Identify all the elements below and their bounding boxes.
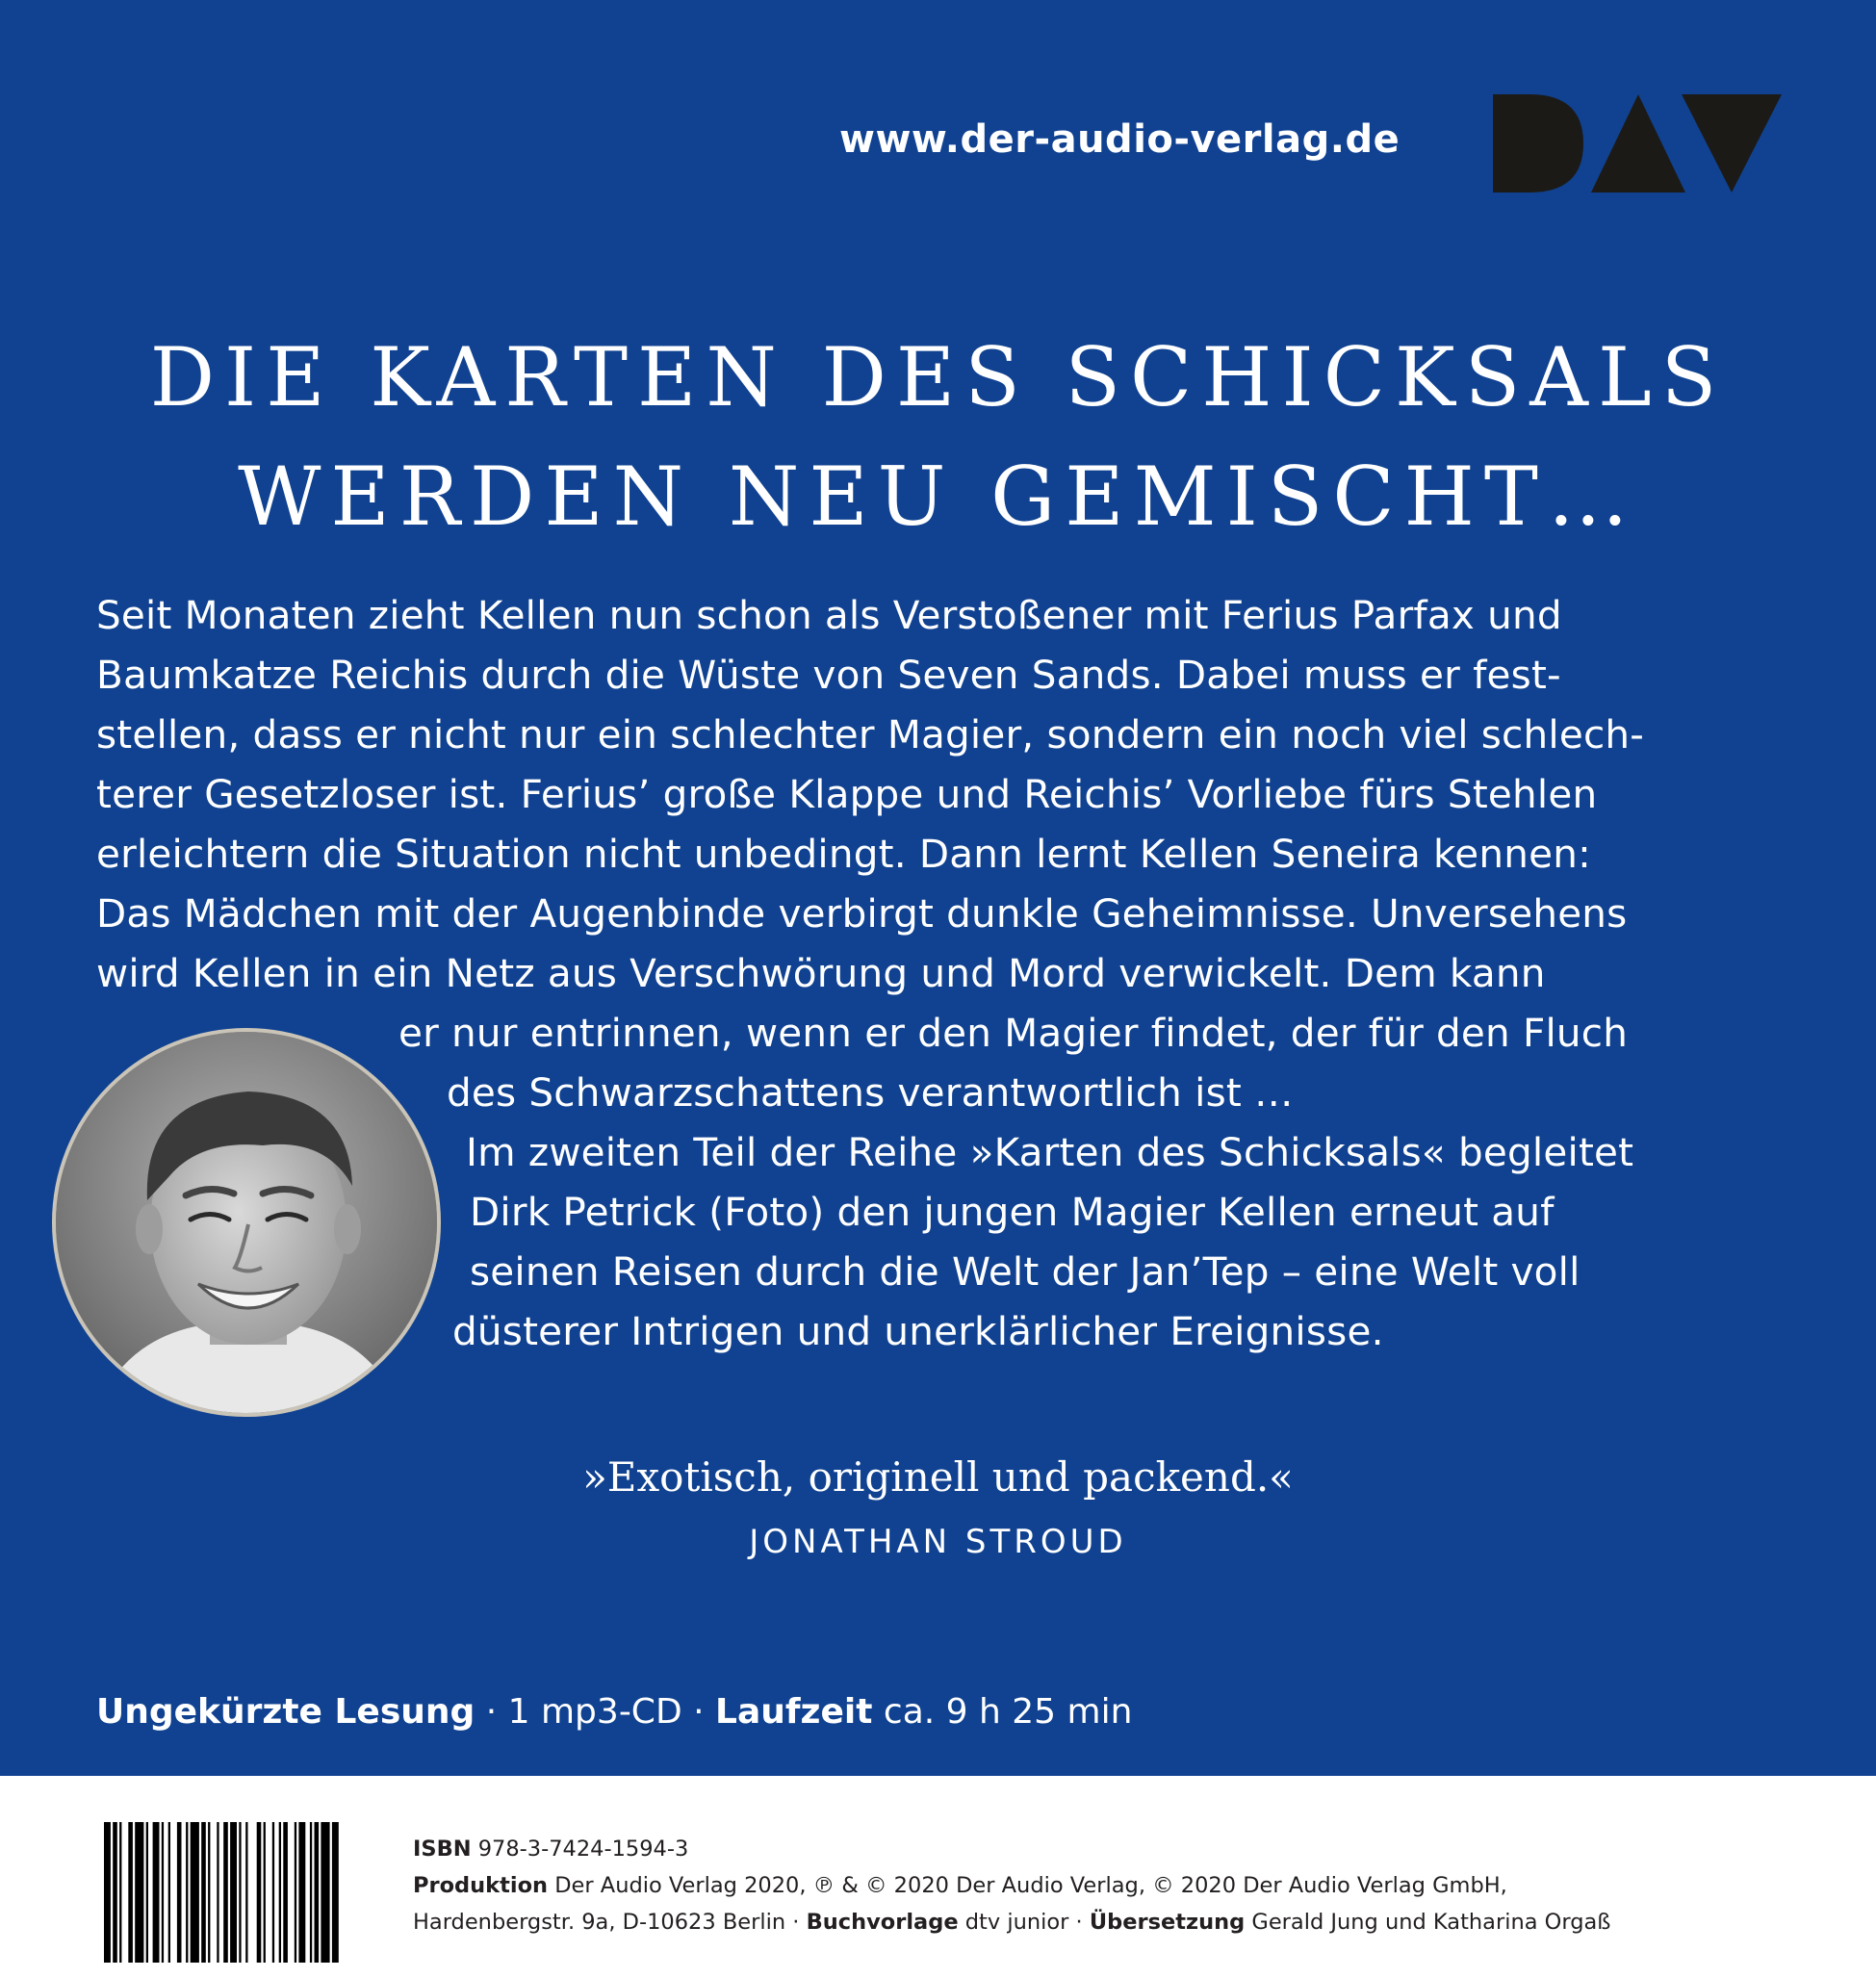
body-line: des Schwarzschattens verantwortlich ist … [447,1069,1294,1116]
specs-runtime-value: ca. 9 h 25 min [872,1692,1133,1732]
barcode-bar [201,1822,206,1963]
barcode-bar [186,1822,188,1963]
specs-separator: · [475,1692,508,1732]
barcode [104,1822,372,1963]
body-line: Das Mädchen mit der Augenbinde verbirgt dunkle Geheimnisse. Unversehens [96,890,1628,937]
barcode-bar [332,1822,339,1963]
barcode-bar [146,1822,148,1963]
isbn-label: ISBN [413,1837,472,1862]
barcode-bar [315,1822,320,1963]
barcode-bar [208,1822,210,1963]
uebersetzung-value: Gerald Jung und Katharina Orgaß [1245,1910,1611,1935]
barcode-bar [191,1822,199,1963]
address: Hardenbergstr. 9a, D-10623 Berlin [413,1910,786,1935]
specs-separator: · [681,1692,716,1732]
barcode-bar [298,1822,305,1963]
barcode-bar [223,1822,228,1963]
narrator-photo [52,1028,441,1417]
barcode-bar [104,1822,111,1963]
uebersetzung-label: Übersetzung [1089,1910,1246,1935]
specs-runtime-label: Laufzeit [715,1692,873,1732]
barcode-bar [217,1822,218,1963]
headline-line-2: WERDEN NEU GEMISCHT… [238,450,1638,544]
barcode-bar [239,1822,241,1963]
barcode-bar [310,1822,312,1963]
body-line: Im zweiten Teil der Reihe »Karten des Schicksals« begleitet [466,1129,1634,1175]
specs-media: 1 mp3-CD [507,1692,682,1732]
barcode-bar [177,1822,182,1963]
buchvorlage-label: Buchvorlage [806,1910,959,1935]
barcode-bar [119,1822,121,1963]
barcode-bar [128,1822,133,1963]
product-specs [96,1692,1132,1732]
barcode-bar [168,1822,170,1963]
production-label: Produktion [413,1873,549,1898]
barcode-bar [135,1822,143,1963]
body-line: Baumkatze Reichis durch die Wüste von Seven Sands. Dabei muss er fest- [96,652,1561,698]
barcode-bar [113,1822,117,1963]
barcode-bar [162,1822,164,1963]
legal-info [413,1831,1610,1940]
credits-line [413,1904,1610,1940]
production-value: Der Audio Verlag 2020, ℗ & © 2020 Der Audio Verlag, © 2020 Der Audio Verlag GmbH, [548,1873,1507,1898]
body-line: Seit Monaten zieht Kellen nun schon als Verstoßener mit Ferius Parfax und [96,592,1562,638]
publisher-url[interactable]: www.der-audio-verlag.de [839,117,1401,162]
body-line: seinen Reisen durch die Welt der Jan’Tep – eine Welt voll [470,1248,1580,1295]
body-line: wird Kellen in ein Netz aus Verschwörung und Mord verwickelt. Dem kann [96,950,1546,996]
credits-separator: · [1068,1910,1090,1935]
quote-author: JONATHAN STROUD [749,1523,1127,1561]
credits-separator: · [785,1910,807,1935]
barcode-bar [321,1822,329,1963]
headline [0,318,1876,556]
barcode-bar [245,1822,247,1963]
body-line: terer Gesetzloser ist. Ferius’ große Klappe und Reichis’ Vorliebe fürs Stehlen [96,771,1598,817]
barcode-bar [279,1822,281,1963]
body-line: stellen, dass er nicht nur ein schlechter Magier, sondern ein noch viel schlech- [96,711,1645,758]
body-line: erleichtern die Situation nicht unbedingt. Dann lernt Kellen Seneira kennen: [96,831,1591,877]
buchvorlage-value: dtv junior [958,1910,1069,1935]
specs-reading-label: Ungekürzte Lesung [96,1692,475,1732]
footer [0,1776,1876,1978]
dav-logo [1493,94,1782,193]
barcode-bar [283,1822,288,1963]
barcode-bar [153,1822,160,1963]
barcode-bar [257,1822,262,1963]
isbn-value: 978-3-7424-1594-3 [471,1837,689,1862]
isbn-line [413,1831,1610,1867]
barcode-bar [272,1822,274,1963]
barcode-bar [230,1822,237,1963]
body-line: er nur entrinnen, wenn er den Magier findet, der für den Fluch [398,1010,1629,1056]
barcode-bar [264,1822,266,1963]
barcode-bar [295,1822,296,1963]
review-quote: »Exotisch, originell und packend.« [582,1453,1294,1501]
body-line: düsterer Intrigen und unerklärlicher Ereignisse. [452,1308,1384,1354]
body-line: Dirk Petrick (Foto) den jungen Magier Kellen erneut auf [470,1189,1555,1235]
production-line [413,1867,1610,1904]
headline-line-1: DIE KARTEN DES SCHICKSALS [149,330,1727,424]
